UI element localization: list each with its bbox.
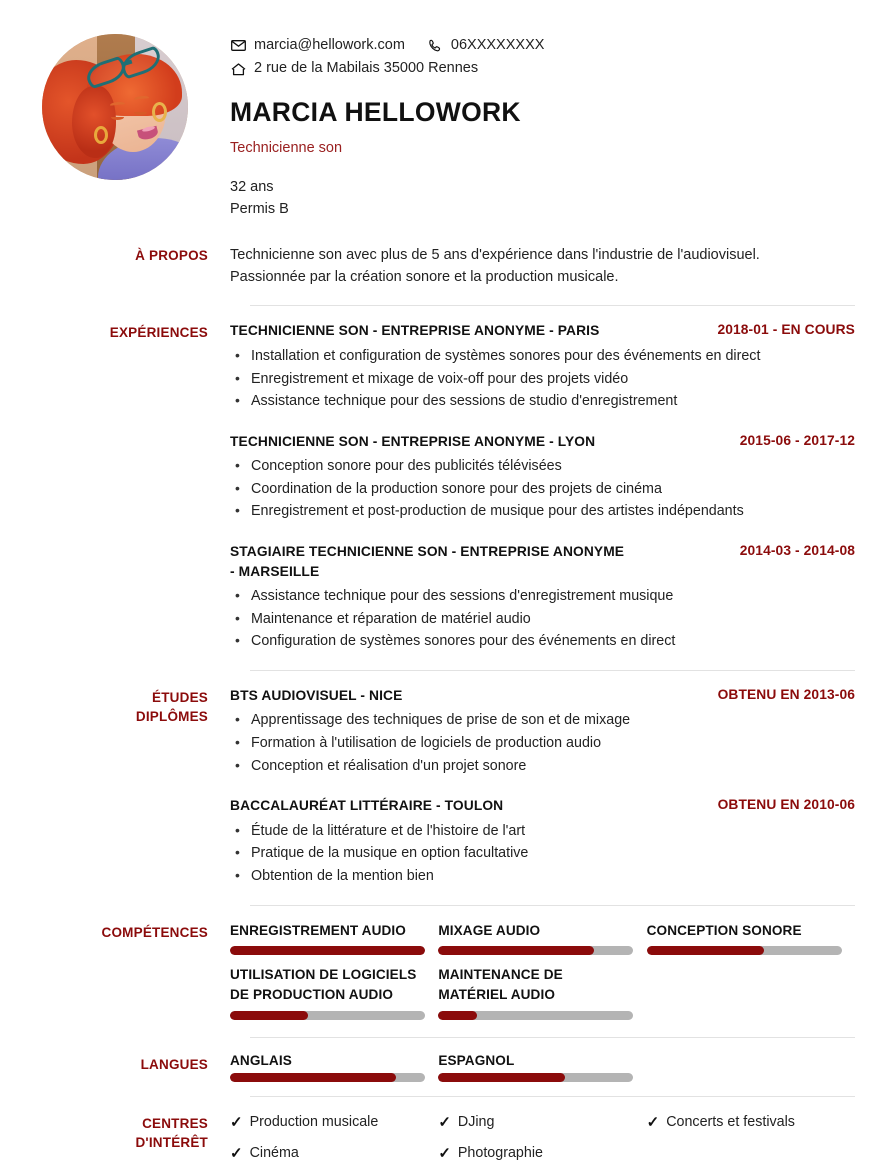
list-item: • Conception sonore pour des publicités télévisées — [230, 455, 855, 478]
interest-label: Photographie — [457, 1144, 543, 1161]
education-content — [230, 686, 896, 888]
about-line-1: Technicienne son avec plus de 5 ans d'expérience dans l'industrie de l'audiovisuel. — [230, 247, 760, 264]
envelope-icon — [230, 37, 247, 54]
list-item: • Enregistrement et post-production de musique pour des artistes indépendants — [230, 500, 855, 523]
entry — [230, 686, 855, 777]
list-item: • Enregistrement et mixage de voix-off pour des projets vidéo — [230, 368, 855, 391]
skill-item — [438, 921, 646, 955]
interests-label-line-1: CENTRES — [142, 1115, 208, 1131]
skill-item-bar — [438, 946, 633, 955]
skill-item-bar-fill — [438, 946, 594, 955]
cv-header — [0, 0, 896, 220]
section-languages — [0, 1053, 896, 1082]
skill-item-label: CONCEPTION SONORE — [646, 922, 802, 938]
skill-item — [230, 965, 438, 1020]
age-text: 32 ans — [230, 178, 274, 195]
list-item: • Installation et configuration de systèmes sonores pour des événements en direct — [230, 345, 855, 368]
contact-row-2 — [230, 57, 855, 80]
entry-header — [230, 686, 855, 706]
interests-content — [230, 1112, 896, 1174]
license-text: Permis B — [230, 201, 289, 217]
about-content — [230, 244, 896, 288]
entry — [230, 321, 855, 412]
check-icon: ✓ — [230, 1113, 243, 1131]
language-item-bar-fill — [230, 1073, 396, 1082]
skill-item-bar-fill — [647, 946, 764, 955]
list-item: • Formation à l'utilisation de logiciels de production audio — [230, 732, 855, 755]
language-item-bar-fill — [438, 1073, 565, 1082]
avatar-column — [0, 34, 230, 220]
interest-item — [647, 1112, 855, 1133]
section-education — [0, 686, 896, 888]
entry-header — [230, 432, 855, 452]
address-text: 2 rue de la Mabilais 35000 Rennes — [254, 60, 479, 77]
section-label-skills: COMPÉTENCES — [101, 924, 208, 940]
home-icon — [230, 61, 247, 78]
skill-item-bar — [230, 946, 425, 955]
list-item: • Coordination de la production sonore pour des projets de cinéma — [230, 478, 855, 501]
section-label-experiences: EXPÉRIENCES — [109, 325, 208, 341]
skill-item — [647, 921, 855, 955]
skill-item-bar — [230, 1011, 425, 1020]
entry-bullet-list — [230, 585, 855, 653]
skill-item-bar — [647, 946, 842, 955]
section-about — [0, 244, 896, 288]
entry-header — [230, 321, 855, 341]
check-icon: ✓ — [438, 1144, 451, 1162]
entry-title: TECHNICIENNE SON - ENTREPRISE ANONYME - PARIS — [230, 323, 600, 339]
section-skills — [0, 921, 896, 1030]
interest-item — [230, 1143, 438, 1164]
skill-item-label: ENREGISTREMENT AUDIO — [230, 922, 406, 938]
list-item: • Étude de la littérature et de l'histoire de l'art — [230, 820, 855, 843]
entry — [230, 796, 855, 887]
list-item: • Conception et réalisation d'un projet sonore — [230, 755, 855, 778]
skills-grid — [230, 921, 855, 1030]
skill-item-bar-fill — [230, 946, 425, 955]
languages-content — [230, 1053, 896, 1082]
email-contact[interactable] — [230, 34, 405, 57]
entry-title: BTS AUDIOVISUEL - NICE — [230, 687, 403, 703]
section-label-languages: LANGUES — [140, 1056, 208, 1072]
list-item: • Maintenance et réparation de matériel audio — [230, 608, 855, 631]
entry-header — [230, 796, 855, 816]
entry-bullet-list — [230, 455, 855, 523]
skill-item-bar — [438, 1011, 633, 1020]
interest-item — [438, 1143, 646, 1164]
phone-contact[interactable] — [427, 34, 545, 57]
interests-grid — [230, 1112, 855, 1174]
list-item: • Apprentissage des techniques de prise de son et de mixage — [230, 709, 855, 732]
phone-text: 06XXXXXXXX — [450, 37, 545, 53]
section-label-interests — [0, 1112, 230, 1153]
section-label-education — [0, 686, 230, 727]
entry-bullet-list — [230, 345, 855, 413]
entry-date: OBTENU EN 2010-06 — [717, 797, 855, 813]
contact-row-1 — [230, 34, 855, 57]
entry-title: BACCALAURÉAT LITTÉRAIRE - TOULON — [230, 798, 504, 814]
list-item: • Pratique de la musique en option facultative — [230, 842, 855, 865]
address-contact — [230, 57, 478, 80]
language-item-bar — [230, 1073, 425, 1082]
entry-header — [230, 542, 855, 581]
interest-label: Cinéma — [249, 1144, 299, 1161]
skill-item-label: MAINTENANCE DE MATÉRIEL AUDIO — [438, 966, 563, 1003]
interests-label-line-2: D'INTÉRÊT — [135, 1135, 208, 1151]
email-text: marcia@hellowork.com — [254, 37, 405, 53]
list-item: • Configuration de systèmes sonores pour des événements en direct — [230, 630, 855, 653]
page-title: MARCIA HELLOWORK — [230, 96, 521, 127]
list-item: • Assistance technique pour des sessions de studio d'enregistrement — [230, 390, 855, 413]
entry-bullet-list — [230, 709, 855, 777]
entry — [230, 542, 855, 653]
skill-item — [230, 921, 438, 955]
skill-item-bar-fill — [438, 1011, 477, 1020]
interest-label: Production musicale — [249, 1113, 379, 1130]
skills-content — [230, 921, 896, 1030]
entry-title: STAGIAIRE TECHNICIENNE SON - ENTREPRISE ANONYME - MARSEILLE — [230, 544, 625, 579]
list-item: • Assistance technique pour des sessions d'enregistrement musique — [230, 585, 855, 608]
list-item: • Obtention de la mention bien — [230, 865, 855, 888]
skill-item-label: MIXAGE AUDIO — [438, 922, 541, 938]
interest-item — [230, 1112, 438, 1133]
skill-item-label: UTILISATION DE LOGICIELS DE PRODUCTION AUDIO — [230, 966, 417, 1003]
entry-date: 2018-01 - EN COURS — [717, 322, 855, 338]
skill-item — [438, 965, 646, 1020]
job-title: Technicienne son — [230, 139, 343, 156]
language-item-bar — [438, 1073, 633, 1082]
phone-icon — [427, 37, 444, 54]
entry-title: TECHNICIENNE SON - ENTREPRISE ANONYME - LYON — [230, 433, 596, 449]
avatar — [42, 34, 188, 180]
about-line-2: Passionnée par la création sonore et la production musicale. — [230, 269, 619, 286]
entry-bullet-list — [230, 820, 855, 888]
interest-label: Concerts et festivals — [666, 1113, 795, 1130]
interest-item — [438, 1112, 646, 1133]
education-label-line-1: ÉTUDES — [152, 689, 208, 705]
section-interests — [0, 1112, 896, 1174]
header-main — [230, 34, 896, 220]
interest-label: DJing — [457, 1113, 495, 1130]
check-icon: ✓ — [646, 1113, 660, 1131]
experiences-content — [230, 321, 896, 653]
language-item — [230, 1053, 438, 1082]
skill-item-bar-fill — [230, 1011, 308, 1020]
section-experiences — [0, 321, 896, 653]
entry-date: OBTENU EN 2013-06 — [717, 686, 855, 702]
check-icon: ✓ — [230, 1144, 243, 1162]
language-item-label: ESPAGNOL — [438, 1052, 515, 1068]
education-label-line-2: DIPLÔMES — [135, 709, 208, 725]
languages-grid — [230, 1053, 855, 1082]
entry — [230, 432, 855, 523]
language-item — [438, 1053, 646, 1082]
personal-meta — [230, 176, 855, 220]
check-icon: ✓ — [438, 1113, 451, 1131]
entry-date: 2014-03 - 2014-08 — [739, 543, 855, 558]
language-item-label: ANGLAIS — [230, 1052, 292, 1068]
entry-date: 2015-06 - 2017-12 — [739, 432, 855, 448]
section-label-about: À PROPOS — [135, 248, 208, 264]
